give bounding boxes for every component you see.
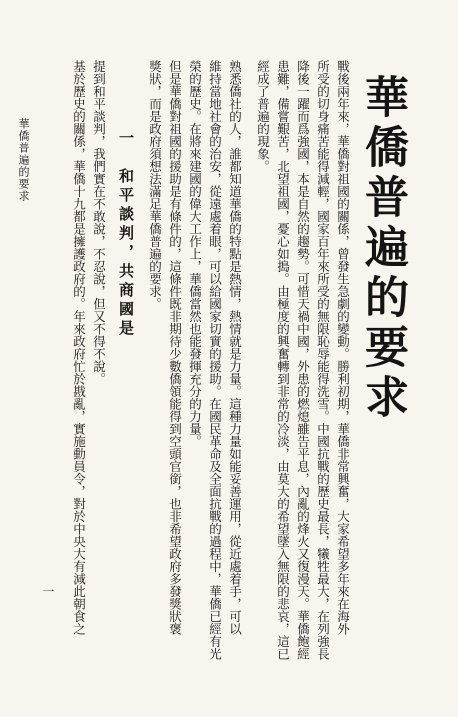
paragraph-column-6: 熟悉僑社的人，誰都知道華僑的特點是熱情，熱情就是力量。這種力量如能妥善運用，從近處着手，可以 [227,60,243,635]
paragraph-column-9: 但是華僑對祖國的援助是有條件的，這條件既非期待少數僑領能得到空頭官銜，也非希望政府多發獎狀褒 [167,60,183,635]
page-title: 華僑普遍的要求 [357,74,408,424]
paragraph-column-7: 維持當地社會的治安，從遠處着眼，可以給國家切實的援助。在國民革命及全面抗戰的過程中，華僑已經有光 [207,60,223,660]
paragraph-column-1: 戰後兩年來，華僑對祖國的關係，曾發生急劇的變動。勝利初期，華僑非常興奮，大家希望多年來在海外 [335,60,351,635]
paragraph-column-10: 獎狀，而是政府須想法滿足華僑普遍的要求。 [147,60,163,310]
paragraph-column-4: 患難，備嘗艱苦，北望祖國，憂心如搗。由極度的興奮轉到非常的冷淡，由莫大的希望墜入無限的悲哀，這已 [275,60,291,660]
paragraph-column-12: 基於歷史的關係，華僑十九都是擁護政府的。年來政府忙於戡亂，實施動員令，對於中央大有減此朝食之 [71,60,87,635]
paragraph-column-3: 降後一躍而爲強國，本是自然的趨勢。可惜天禍中國，外患的燃熄雖告平息，內亂的烽火又復漫天。華僑飽經 [295,60,311,660]
section-heading: 一 和平談判，共商國是 [117,130,135,339]
paragraph-column-5: 經成了普遍的現象。 [255,60,271,173]
running-title: 華僑普遍的要求 [17,118,30,202]
paragraph-column-11: 提到和平談判，我們實在不敢說，不忍說，但又不得不說。 [91,60,107,385]
paragraph-column-8: 榮的歷史。在將來建國的偉大工作上，華僑當然也能發揮充分的力量。 [187,60,203,448]
page-number: 一 [41,585,55,597]
paragraph-column-2: 所受的切身痛苦能得減輕，國家百年來所受的無限恥辱能得洗雪。中國抗戰的歷史最長，犧牲最大，在列強長 [315,60,331,660]
